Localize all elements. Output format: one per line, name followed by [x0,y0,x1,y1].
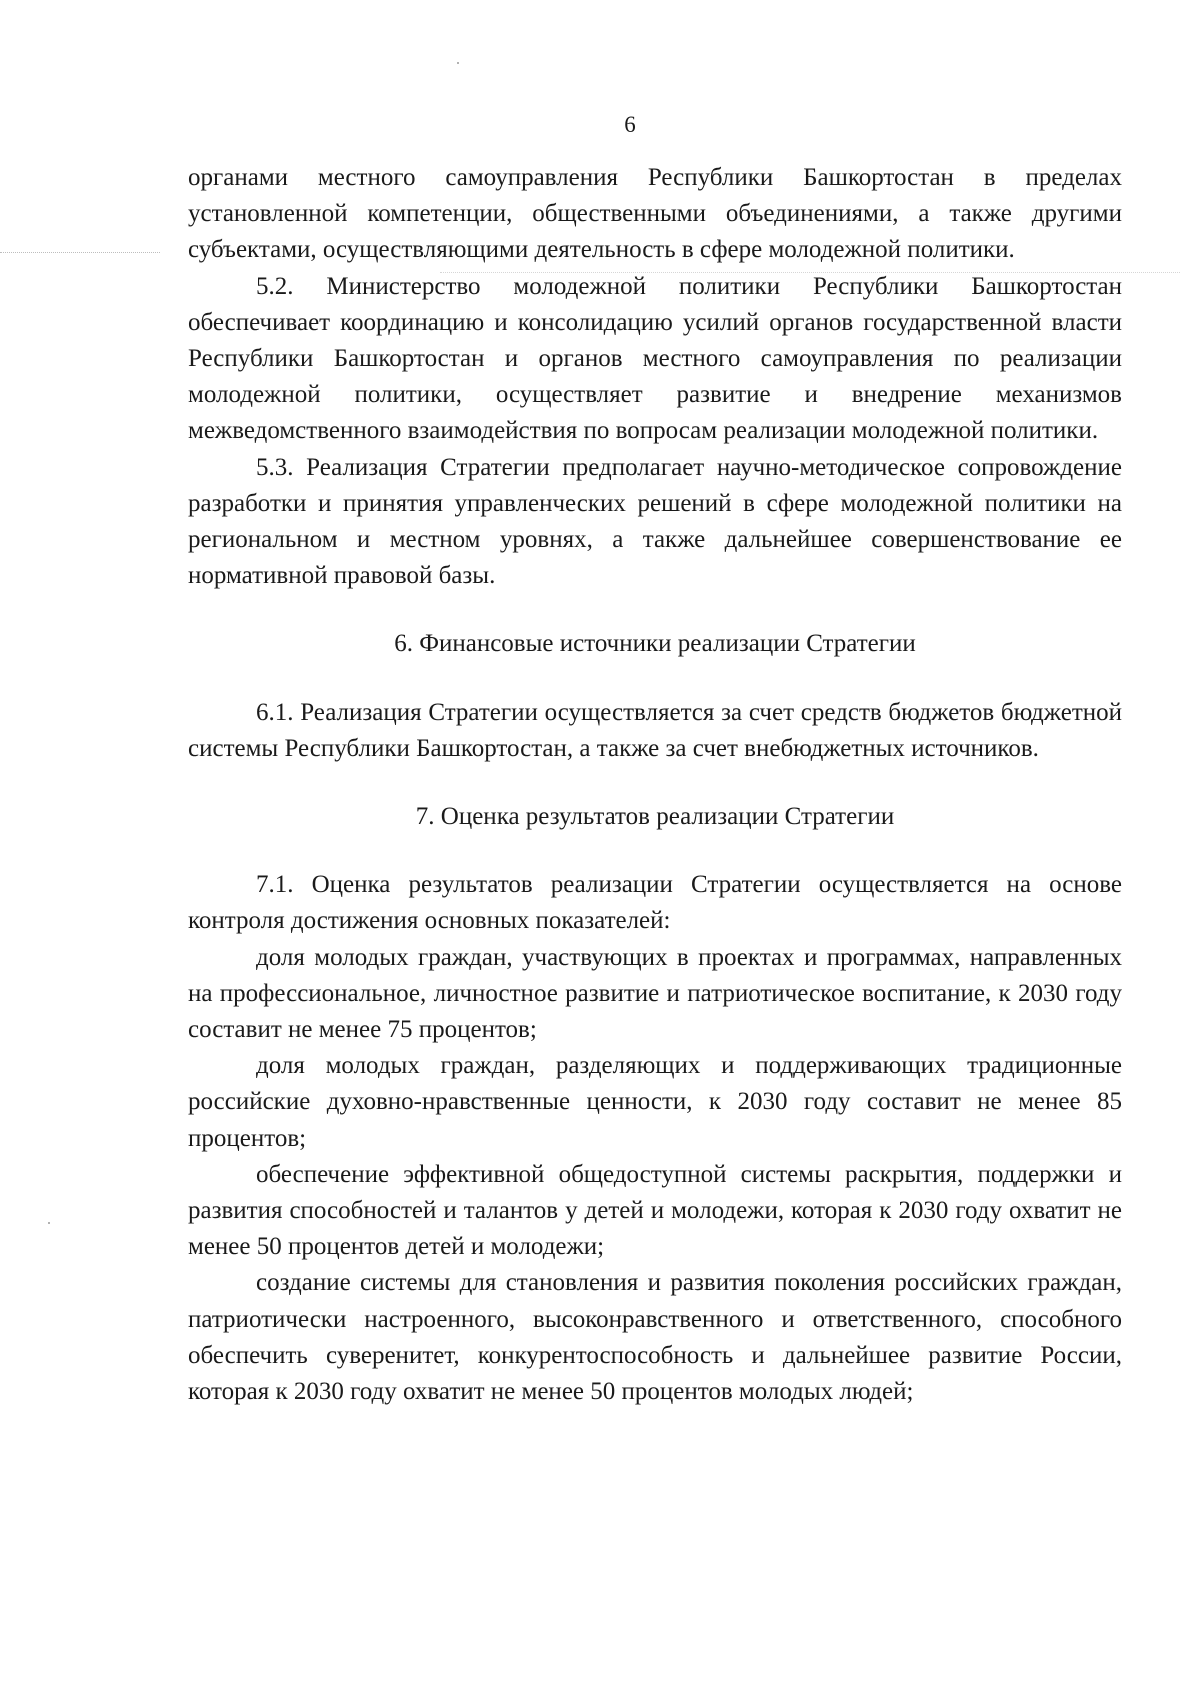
paragraph-7-1: 7.1. Оценка результатов реализации Стратегии осуществляется на основе контроля достижения основных показателей: [188,871,1122,935]
paragraph-6-1: 6.1. Реализация Стратегии осуществляется за счет средств бюджетов бюджетной системы Республики Башкортостан, а также за счет внебюджетных источников. [188,698,1122,762]
paragraph-5-3: 5.3. Реализация Стратегии предполагает научно-методическое сопровождение разработки и принятия управленческих решений в сфере молодежной политики на региональном и местном уровнях, а также дальнейшее совершенствование ее нормативной правовой базы. [188,453,1122,590]
page-number: 6 [624,112,636,137]
indicator-item: доля молодых граждан, разделяющих и поддерживающих традиционные российские духовно-нравственные ценности, к 2030 году составит не менее 85 процентов; [188,1052,1122,1152]
paragraph-5-2: 5.2. Министерство молодежной политики Республики Башкортостан обеспечивает координацию и консолидацию усилий органов государственной власти Республики Башкортостан и органов местного самоуправления по реализации молодежной политики, осуществляет развитие и внедрение механизмов межведомственного взаимодействия по вопросам реализации молодежной политики. [188,272,1122,445]
indicator-item: обеспечение эффективной общедоступной системы раскрытия, поддержки и развития способностей и талантов у детей и молодежи, которая к 2030 году охватит не менее 50 процентов детей и молодежи; [188,1160,1122,1261]
indicator-item: доля молодых граждан, участвующих в проектах и программах, направленных на профессиональное, личностное развитие и патриотическое воспитание, к 2030 году составит не менее 75 процентов; [188,943,1122,1044]
indicator-item: создание системы для становления и развития поколения российских граждан, патриотически настроенного, высоконравственного и ответственного, способного обеспечить суверенитет, конкурентоспособность и дальнейшее развитие России, которая к 2030 году охватит не менее 50 процентов молодых людей; [188,1269,1122,1406]
scan-speck [48,1222,50,1224]
scan-speck [457,62,459,64]
section-heading-7: 7. Оценка результатов реализации Стратегии [415,803,895,831]
paragraph-continuation: органами местного самоуправления Республики Башкортостан в пределах установленной компетенции, общественными объединениями, а также другими субъектами, осуществляющими деятельность в сфере молодежной политики. [188,164,1122,264]
document-body [188,160,1122,1410]
scan-artifact-line [0,252,160,253]
section-heading-6: 6. Финансовые источники реализации Стратегии [394,630,916,658]
